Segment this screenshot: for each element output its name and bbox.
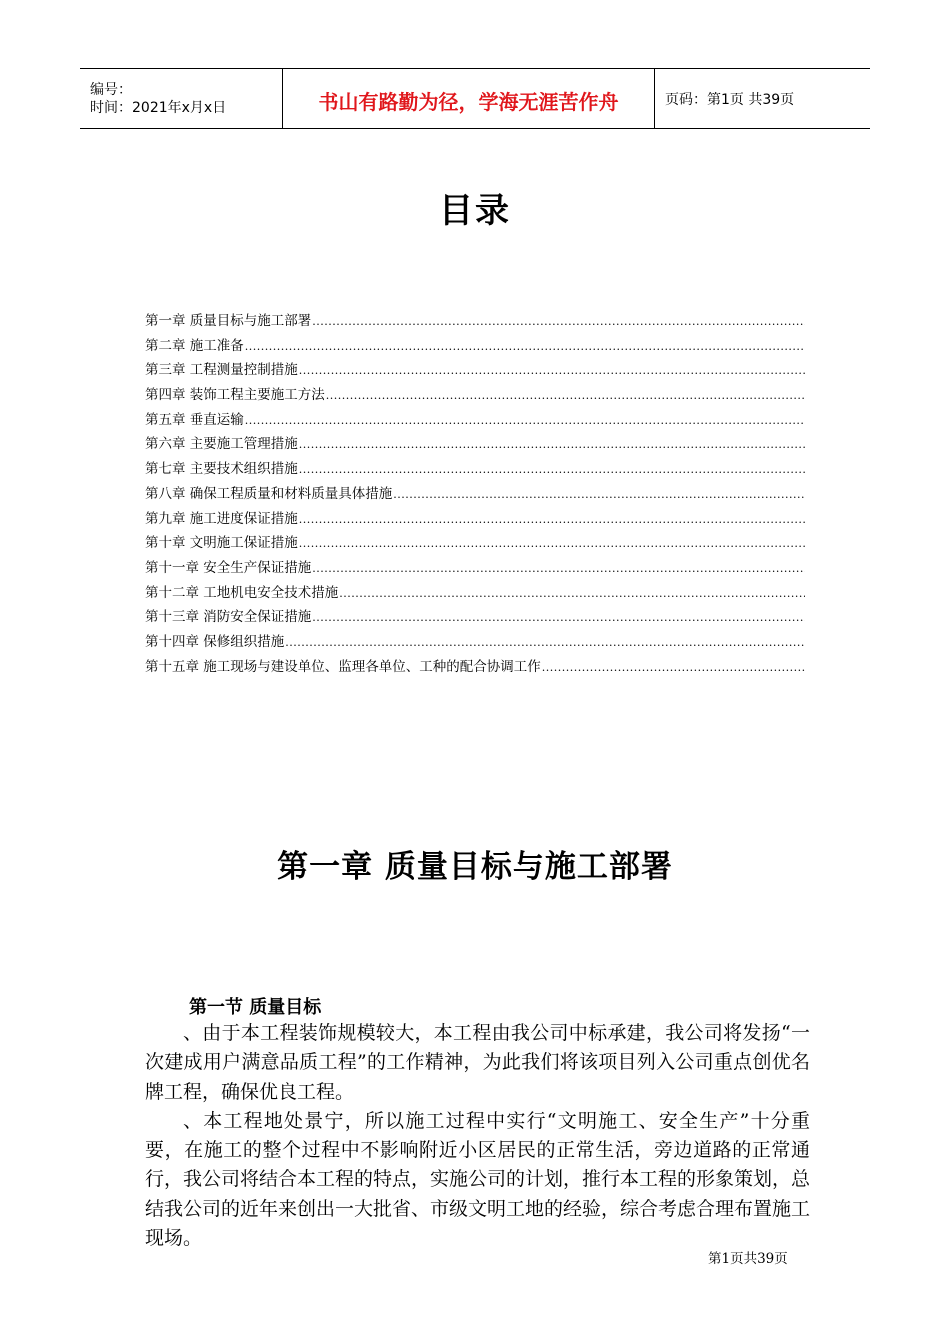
- toc-item[interactable]: [145, 556, 805, 581]
- toc-leader: [299, 535, 805, 551]
- chapter-title: 第一章 质量目标与施工部署: [277, 849, 673, 885]
- toc-item[interactable]: [145, 531, 805, 556]
- toc-leader: [299, 461, 805, 477]
- toc-item[interactable]: [145, 655, 805, 680]
- toc-item[interactable]: [145, 457, 805, 482]
- header-page-info: 页码：第1页 共39页: [665, 91, 795, 108]
- toc-item[interactable]: [145, 358, 805, 383]
- toc-item-label: 第五章 垂直运输: [145, 411, 244, 428]
- toc-leader: [339, 585, 805, 601]
- toc-item[interactable]: [145, 605, 805, 630]
- toc-leader: [542, 659, 805, 675]
- toc-item[interactable]: [145, 334, 805, 359]
- toc-item[interactable]: [145, 432, 805, 457]
- toc-item[interactable]: [145, 630, 805, 655]
- toc-item-label: 第一章 质量目标与施工部署: [145, 313, 312, 329]
- toc-leader: [393, 486, 805, 502]
- toc-item-label: 第三章 工程测量控制措施: [145, 362, 298, 379]
- toc-item[interactable]: [145, 581, 805, 606]
- toc-leader: [299, 436, 805, 452]
- table-of-contents: [145, 309, 805, 679]
- toc-item-label: 第十二章 工地机电安全技术措施: [145, 584, 339, 601]
- toc-item-label: 第二章 施工准备: [145, 337, 244, 354]
- toc-leader: [299, 362, 805, 378]
- toc-item-label: 第九章 施工进度保证措施: [145, 510, 298, 527]
- toc-item-label: 第十五章 施工现场与建设单位、监理各单位、工种的配合协调工作: [145, 658, 541, 675]
- toc-item-label: 第十一章 安全生产保证措施: [145, 559, 312, 576]
- toc-item-label: 第四章 装饰工程主要施工方法: [145, 387, 325, 404]
- header-number-label: 编号：: [90, 81, 132, 98]
- header-time-label: 时间：2021年x月x日: [90, 99, 227, 116]
- toc-leader: [312, 560, 805, 576]
- toc-item-label: 第八章 确保工程质量和材料质量具体措施: [145, 485, 393, 502]
- toc-leader: [299, 511, 805, 527]
- toc-item[interactable]: [145, 408, 805, 433]
- page-footer: 第1页共39页: [708, 1251, 788, 1267]
- body-paragraph: 、本工程地处景宁，所以施工过程中实行“文明施工、安全生产”十分重要，在施工的整个过程中不影响附近小区居民的正常生活，旁边道路的正常通行，我公司将结合本工程的特点，实施公司的计划，推行本工程的形象策划，总结我公司的近年来创出一大批省、市级文明工地的经验，综合考虑合理布置施工现场。: [145, 1109, 811, 1250]
- header-motto-cell: [282, 69, 655, 128]
- toc-item-label: 第十四章 保修组织措施: [145, 633, 285, 650]
- header-page-cell: [655, 69, 870, 128]
- toc-item[interactable]: [145, 507, 805, 532]
- toc-leader: [312, 313, 805, 329]
- toc-item-label: 第六章 主要施工管理措施: [145, 436, 298, 453]
- toc-title: 目录: [439, 191, 511, 231]
- toc-item-label: 第七章 主要技术组织措施: [145, 461, 298, 478]
- body-text: [145, 1019, 810, 1253]
- toc-leader: [326, 387, 805, 403]
- section-title: 第一节 质量目标: [189, 997, 322, 1018]
- toc-item[interactable]: [145, 383, 805, 408]
- toc-item[interactable]: [145, 309, 805, 334]
- toc-item[interactable]: [145, 482, 805, 507]
- toc-leader: [245, 338, 805, 354]
- body-paragraph: 、由于本工程装饰规模较大，本工程由我公司中标承建，我公司将发扬“一次建成用户满意品质工程”的工作精神，为此我们将该项目列入公司重点创优名牌工程，确保优良工程。: [145, 1022, 810, 1103]
- header-motto: 书山有路勤为径，学海无涯苦作舟: [318, 90, 619, 114]
- toc-leader: [312, 609, 805, 625]
- toc-item-label: 第十三章 消防安全保证措施: [145, 609, 312, 626]
- toc-leader: [285, 634, 805, 650]
- header-meta: [80, 69, 282, 128]
- toc-item-label: 第十章 文明施工保证措施: [145, 535, 298, 552]
- page-header: [80, 68, 870, 129]
- toc-leader: [245, 412, 805, 428]
